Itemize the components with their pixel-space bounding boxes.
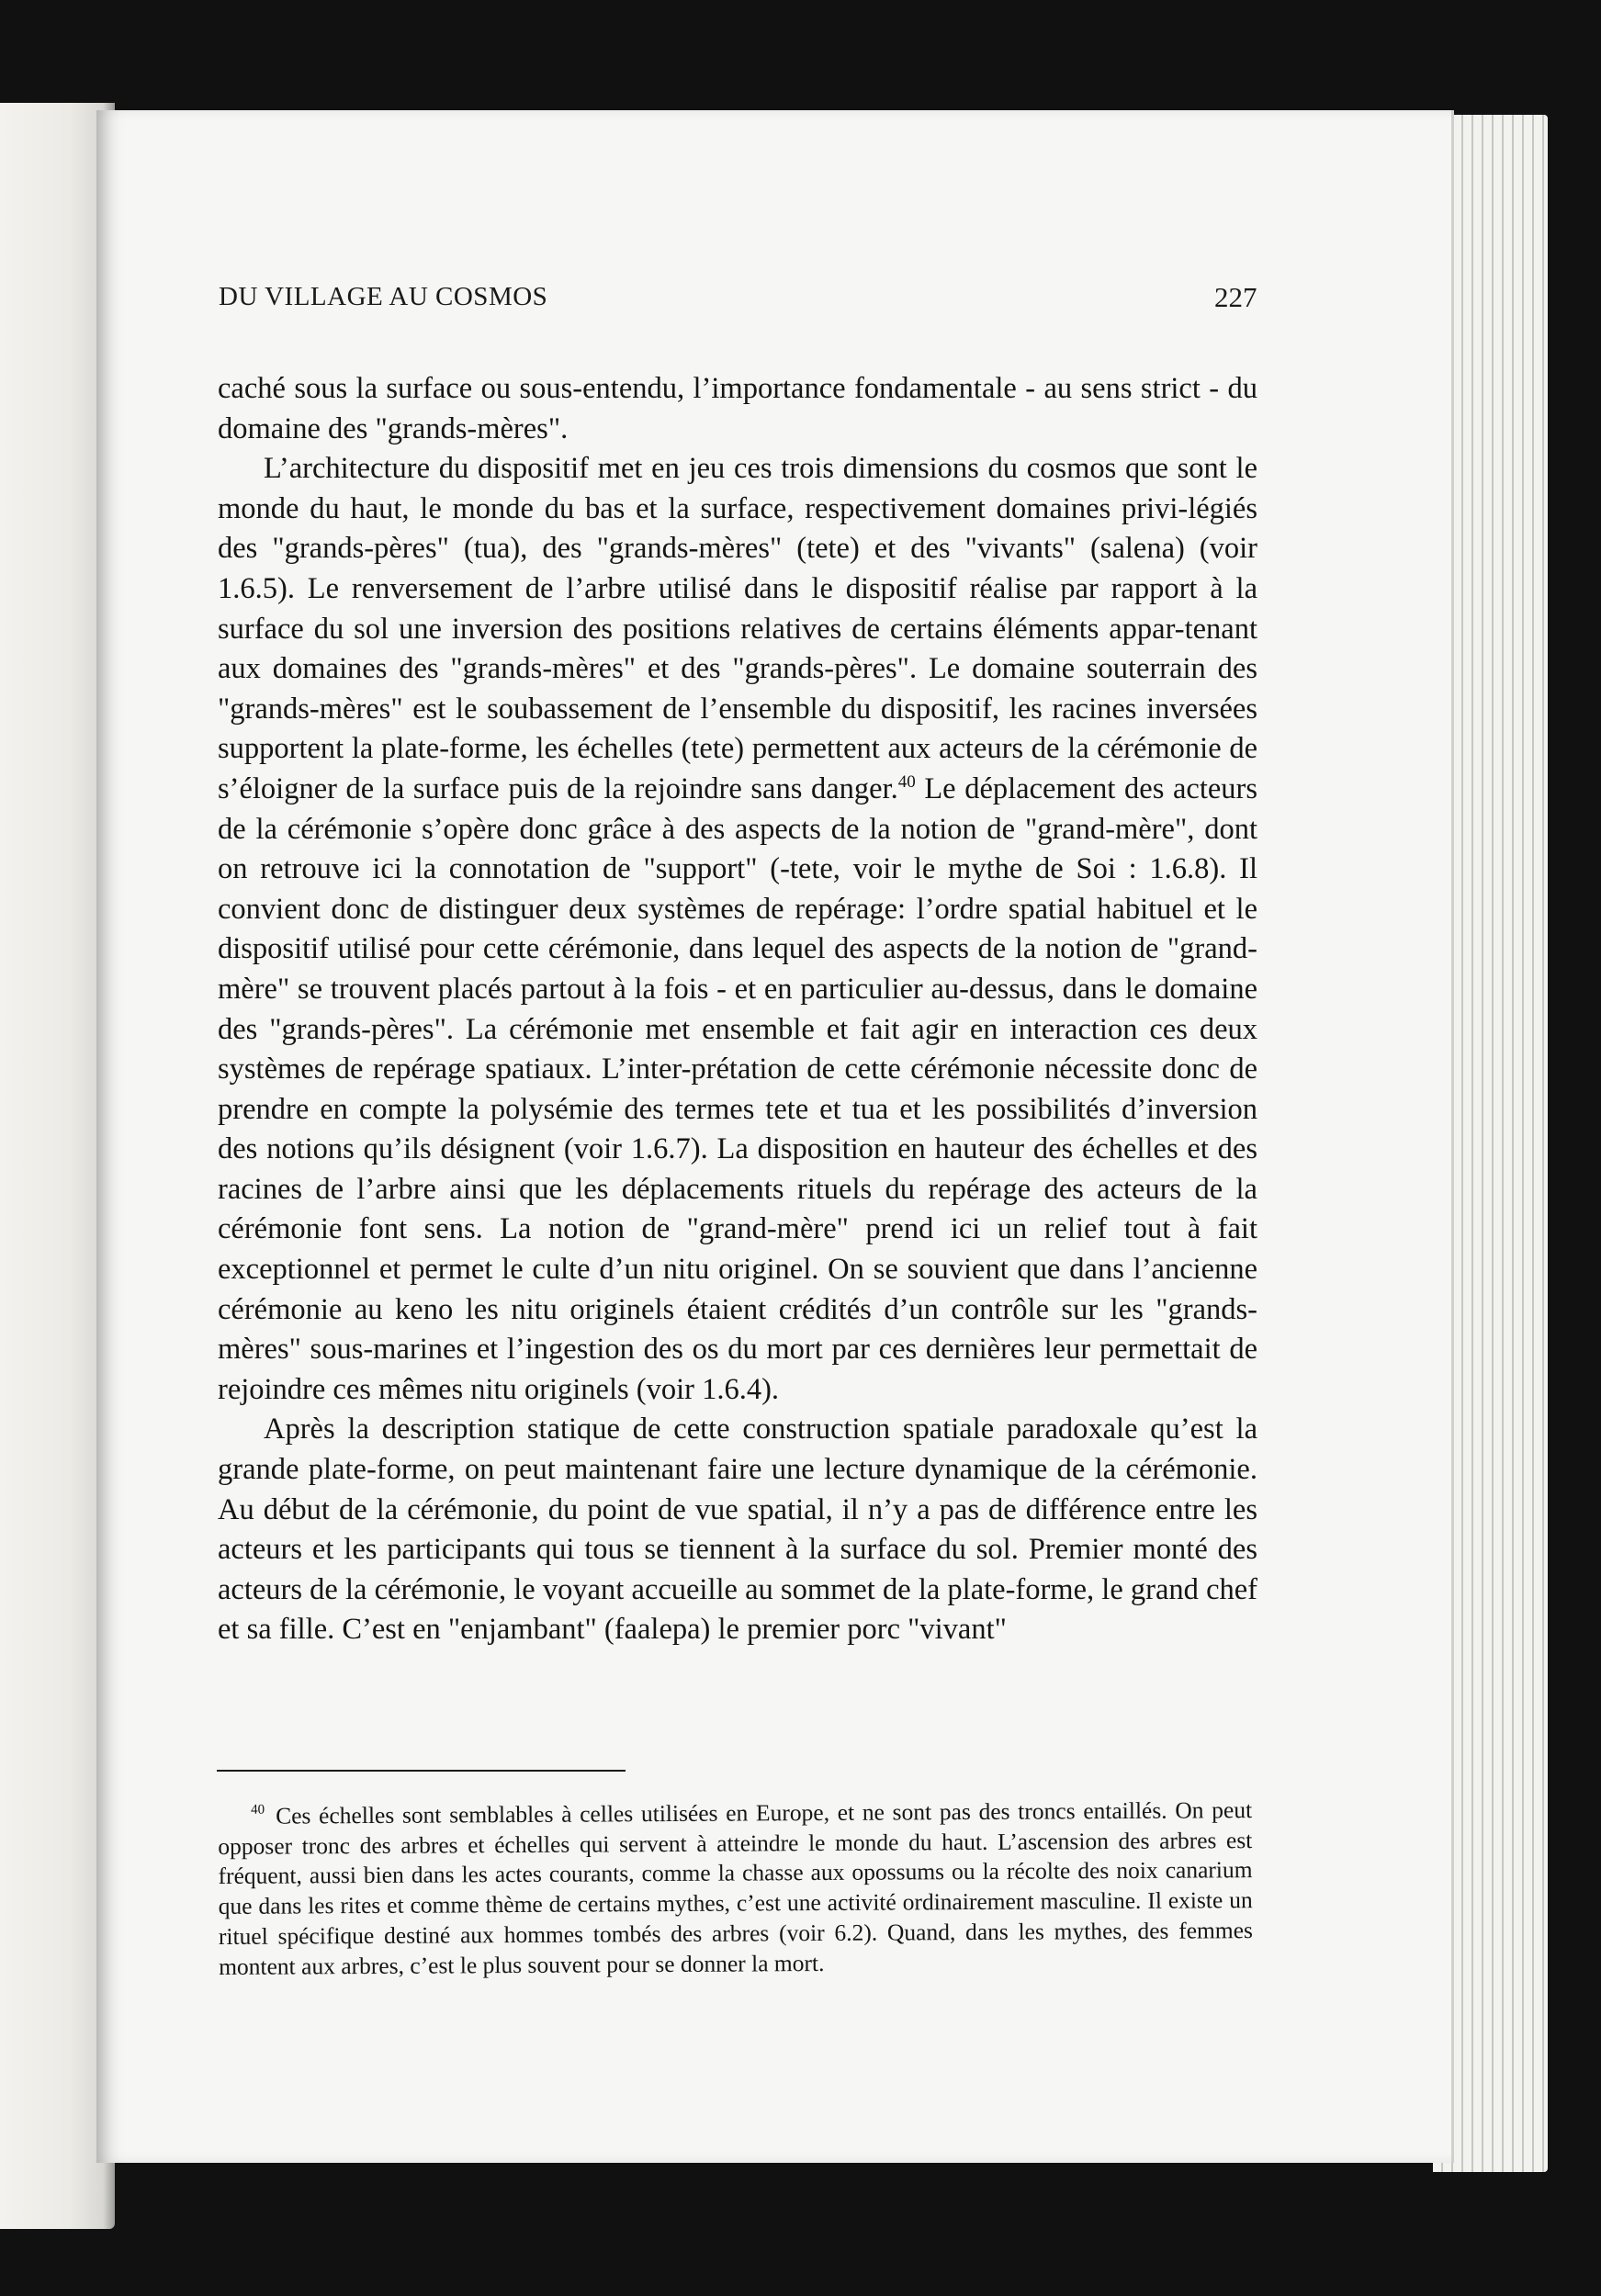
footnote-reference: 40: [897, 772, 916, 793]
footnote-rule: [217, 1770, 626, 1772]
footnote-text: Ces échelles sont semblables à celles utilisées en Europe, et ne sont pas des troncs entaillés. On peut opposer tronc des arbres et échelles qui servent à atteindre le monde du haut. L’ascension des arbres est fréquent, aussi bien dans les actes courants, comme la chasse aux opossums ou la récolte des noix canarium que dans les rites et comme thème de certains mythes, c’est une activité ordinairement masculine. Il existe un rituel spécifique destiné aux hommes tombés des arbres (voir 6.2). Quand, dans les mythes, des femmes montent aux arbres, c’est le plus souvent pour se donner la mort.: [218, 1796, 1254, 1980]
paragraph-text: L’architecture du dispositif met en jeu ces trois dimensions du cosmos que sont le monde du haut, le monde du bas et la surface, respectivement domaines privi-légiés des "grands-pères" (tua), des "grands-mères" (tete) et des "vivants" (salena) (voir 1.6.5). Le renversement de l’arbre utilisé dans le dispositif réalise par rapport à la surface du sol une inversion des positions relatives de certains éléments appar-tenant aux domaines des "grands-mères" et des "grands-pères". Le domaine souterrain des "grands-mères" est le soubassement de l’ensemble du dispositif, les racines inversées supportent la plate-forme, les échelles (tete) permettent aux acteurs de la cérémonie de s’éloigner de la surface puis de la rejoindre sans danger.: [218, 452, 1257, 805]
running-head: DU VILLAGE AU COSMOS: [219, 282, 548, 311]
footnote-marker: 40: [251, 1802, 265, 1818]
paragraph-text: Le déplacement des acteurs de la cérémonie s’opère donc grâce à des aspects de la notion de "grand-mère", dont on retrouve ici la connotation de "support" (-tete, voir le mythe de Soi : 1.6.8). Il convient donc de distinguer deux systèmes de repérage: l’ordre spatial habituel et le dispositif utilisé pour cette cérémonie, dans lequel des aspects de la notion de "grand-mère" se trouvent placés partout à la fois - et en particulier au-dessus, dans le domaine des "grands-pères". La cérémonie met ensemble et fait agir en interaction ces deux systèmes de repérage spatiaux. L’inter-prétation de cette cérémonie nécessite donc de prendre en compte la polysémie des termes tete et tua et les possibilités d’inversion des notions qu’ils désignent (voir 1.6.7). La disposition en hauteur des échelles et des racines de l’arbre ainsi que les déplacements rituels du repérage des acteurs de la cérémonie font sens. La notion de "grand-mère" prend ici un relief tout à fait exceptionnel et permet le culte d’un nitu originel. On se souvient que dans l’ancienne cérémonie au keno les nitu originels étaient crédités d’un contrôle sur les "grands-mères" sous-marines et l’ingestion des os du mort par ces dernières leur permettait de rejoindre ces mêmes nitu originels (voir 1.6.4).: [218, 771, 1257, 1406]
paragraph: caché sous la surface ou sous-entendu, l’importance fondamentale - au sens strict - du domaine des "grands-mères".: [218, 372, 1257, 445]
page-number: 227: [1214, 281, 1257, 313]
body-text: [218, 369, 1257, 1650]
paragraph: [218, 449, 1257, 1410]
footnote: [218, 1789, 1253, 1982]
paragraph: Après la description statique de cette construction spatiale paradoxale qu’est la grande plate-forme, on peut maintenant faire une lecture dynamique de la cérémonie. Au début de la cérémonie, du point de vue spatial, il n’y a pas de différence entre les acteurs et les participants qui tous se tiennent à la surface du sol. Premier monté des acteurs de la cérémonie, le voyant accueille au sommet de la plate-forme, le grand chef et sa fille. C’est en "enjambant" (faalepa) le premier porc "vivant": [218, 1412, 1257, 1647]
